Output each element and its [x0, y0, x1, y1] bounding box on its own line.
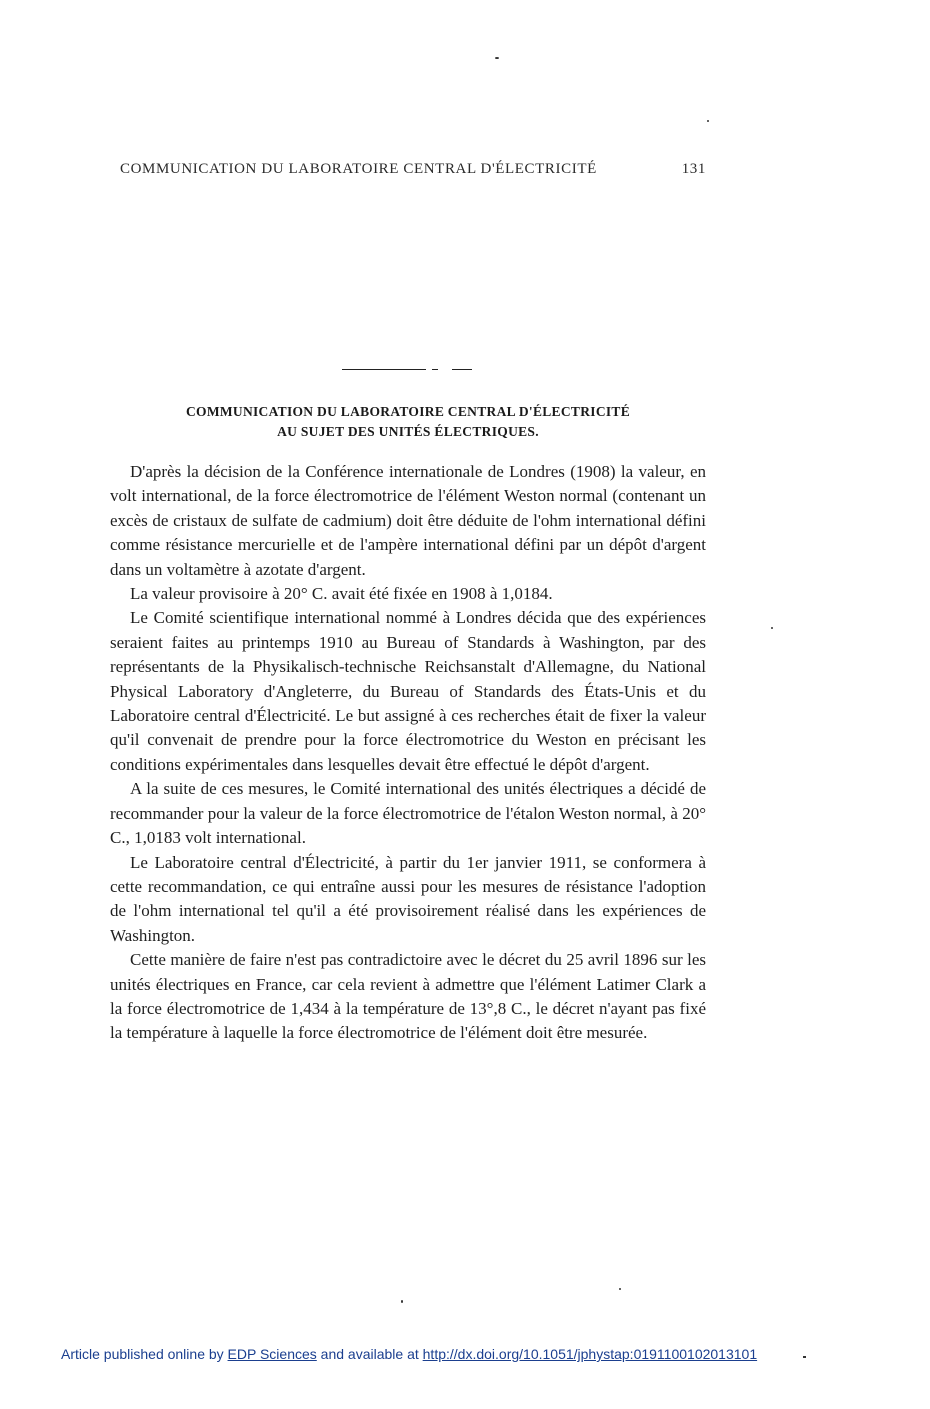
article-heading-line-1: COMMUNICATION DU LABORATOIRE CENTRAL D'ÉLECTRICITÉ: [185, 404, 631, 419]
paragraph: Cette manière de faire n'est pas contradictoire avec le décret du 25 avril 1896 sur les unités électriques en France, car cela revient à admettre que l'élément Latimer Clark a la force électromotrice de 1,434 à la température de 13°,8 C., le décret n'ayant pas fixé la température à laquelle la force électromotrice de l'élément doit être mesurée.: [110, 950, 706, 1043]
article-heading-line-2: AU SUJET DES UNITÉS ÉLECTRIQUES.: [277, 424, 539, 439]
footer-prefix: Article published online by: [61, 1346, 228, 1362]
paragraph: La valeur provisoire à 20° C. avait été fixée en 1908 à 1,0184.: [130, 584, 553, 604]
footer-dot: [803, 1356, 806, 1358]
scan-speck: [401, 1300, 403, 1303]
scan-speck: [619, 1288, 621, 1290]
doi-link[interactable]: http://dx.doi.org/10.1051/jphystap:0191100102013101: [422, 1346, 758, 1362]
running-head-title: COMMUNICATION DU LABORATOIRE CENTRAL D'ÉLECTRICITÉ: [120, 161, 597, 177]
section-divider-end: [452, 369, 472, 370]
section-divider: [342, 369, 426, 370]
article-heading: [110, 402, 706, 442]
paragraph: Le Comité scientifique international nommé à Londres décida que des expériences seraient faites au printemps 1910 au Bureau of Standards à Washington, par des représentants de la Physikalisch-technische Reichsanstalt d'Allemagne, du National Physical Laboratory d'Angleterre, du Bureau of Standards des États-Unis et du Laboratoire central d'Électricité. Le but assigné à ces recherches était de fixer la valeur qu'il convenait de prendre pour la force électromotrice du Weston en précisant les conditions expérimentales dans lesquelles devait être effectué le dépôt d'argent.: [110, 608, 706, 774]
publication-footer: [61, 1346, 757, 1362]
running-head: [120, 161, 710, 183]
article-body: [110, 460, 706, 1046]
publisher-link[interactable]: EDP Sciences: [227, 1346, 317, 1362]
scan-speck: [771, 627, 773, 629]
paragraph: D'après la décision de la Conférence internationale de Londres (1908) la valeur, en volt international, de la force électromotrice de l'élément Weston normal (contenant un excès de cristaux de sulfate de cadmium) doit être déduite de l'ohm international défini comme résistance mercurielle et de l'ampère international défini par un dépôt d'argent dans un voltamètre à azotate d'argent.: [110, 462, 706, 579]
scan-speck: [495, 57, 499, 59]
footer-middle: and available at: [316, 1346, 423, 1362]
paragraph: Le Laboratoire central d'Électricité, à partir du 1er janvier 1911, se conformera à cette recommandation, ce qui entraîne aussi pour les mesures de résistance l'adoption de l'ohm international tel qu'il a été provisoirement réalisé dans les expériences de Washington.: [110, 852, 706, 945]
paragraph: A la suite de ces mesures, le Comité international des unités électriques a décidé de recommander pour la valeur de la force électromotrice de l'étalon Weston normal, à 20° C., 1,0183 volt international.: [110, 779, 706, 848]
scan-speck: [707, 120, 709, 122]
page-number: 131: [681, 161, 706, 177]
section-divider-dash: [432, 369, 438, 370]
